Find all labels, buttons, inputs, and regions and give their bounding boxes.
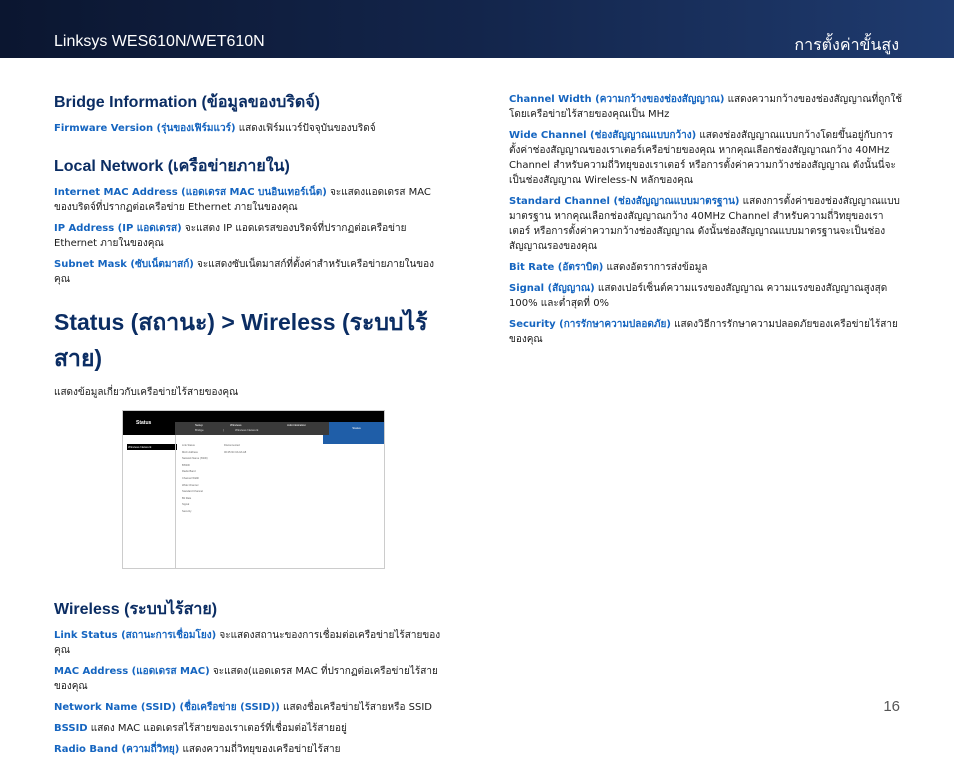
screenshot-subtab-bridge: Bridge [195, 428, 204, 432]
definition-term: Channel Width (ความกว้างของช่องสัญญาณ) [509, 94, 725, 105]
definition-entry [509, 92, 904, 122]
wireless-detail-list [509, 92, 904, 347]
screenshot-subtab-wireless-network: Wireless Network [235, 428, 259, 432]
screenshot-row-label: MAC Address [182, 450, 198, 454]
definition-text: แสดงการตั้งค่าของช่องสัญญาณแบบมาตรฐาน หากคุณเลือกช่องสัญญาณกว้าง 40MHz Channel สำหรับความถี่วิทยุของเราเตอร์ หรือการตั้งค่าความกว้างช่องสัญญาณ ดังนั้นช่องสัญญาณแบบมาตรฐานจะเป็นช่องสัญญาณรองของคุณ [509, 196, 900, 252]
definition-text: จะแสดงสถานะของการเชื่อมต่อเครือข่ายไร้สายของคุณ [54, 630, 441, 656]
screenshot-tab-status: Status [329, 422, 384, 435]
definition-entry [54, 257, 446, 287]
definition-text: แสดงวิธีการรักษาความปลอดภัยของเครือข่ายไร้สายของคุณ [509, 319, 898, 345]
definition-entry [54, 121, 446, 136]
screenshot-subtab-sep: | [223, 428, 224, 432]
definition-entry [509, 128, 904, 188]
definition-term: Network Name (SSID) (ชื่อเครือข่าย (SSID)) [54, 702, 280, 713]
product-name: Linksys WES610N/WET610N [54, 33, 265, 50]
status-intro: แสดงข้อมูลเกี่ยวกับเครือข่ายไร้สายของคุณ [54, 387, 239, 398]
screenshot-logo: Status [136, 420, 152, 426]
screenshot-sidebar-label: Wireless Network [127, 444, 177, 450]
screenshot-right-bar [323, 435, 384, 444]
screenshot-row-label: BSSID [182, 463, 190, 467]
page-header [0, 0, 954, 58]
definition-entry [54, 742, 446, 757]
page-number: 16 [883, 698, 900, 715]
bridge-info-list [54, 121, 446, 136]
definition-term: Subnet Mask (ซับเน็ตมาสก์) [54, 259, 194, 270]
screenshot-row-label: Link Status [182, 444, 195, 447]
definition-text: จะแสดงแอดเดรส MAC ของบริดจ์ที่ปรากฏต่อเครือข่าย Ethernet ภายในของคุณ [54, 187, 431, 213]
screenshot-right-panel [323, 435, 384, 568]
definition-text: จะแสดงซับเน็ตมาสก์ที่ตั้งค่าสำหรับเครือข่ายภายในของคุณ [54, 259, 435, 285]
screenshot-row-label: Wide Channel [182, 483, 199, 487]
definition-text: แสดงอัตราการส่งข้อมูล [603, 262, 708, 273]
definition-text: แสดงความกว้างของช่องสัญญาณที่ถูกใช้โดยเครือข่ายไร้สายของคุณเป็น MHz [509, 94, 902, 120]
definition-term: Link Status (สถานะการเชื่อมโยง) [54, 630, 217, 641]
definition-entry [54, 700, 446, 715]
screenshot-row-label: Radio Band [182, 470, 196, 474]
screenshot-row-label: Network Name (SSID) [182, 457, 208, 461]
definition-term: Standard Channel (ช่องสัญญาณแบบมาตรฐาน) [509, 196, 740, 207]
screenshot-tab-setup: Setup [195, 423, 203, 427]
section-name: การตั้งค่าขั้นสูง [794, 35, 899, 54]
local-network-list [54, 185, 446, 287]
screenshot-sidebar [123, 435, 175, 568]
definition-text: แสดงชื่อเครือข่ายไร้สายหรือ SSID [279, 702, 433, 713]
definition-term: Internet MAC Address (แอดเดรส MAC บนอินเทอร์เน็ต) [54, 187, 327, 198]
local-network-heading: Local Network (เครือข่ายภายใน) [54, 158, 290, 175]
definition-text: จะแสดง(แอดเดรส MAC ที่ปรากฏต่อเครือข่ายไร้สายของคุณ [54, 666, 438, 692]
definition-term: IP Address (IP แอดเดรส) [54, 223, 182, 234]
screenshot-row-label: Channel Width [182, 477, 200, 480]
router-status-screenshot [122, 410, 385, 569]
screenshot-tab-administration: Administration [287, 423, 307, 427]
definition-text: แสดงช่องสัญญาณแบบกว้างโดยขึ้นอยู่กับการตั้งค่าช่องสัญญาณของเราเตอร์เครือข่ายของคุณ หากคุณเลือกช่องสัญญาณกว้าง 40MHz Channel สำหรับความถี่วิทยุของเราเตอร์ หรือการตั้งค่าความกว้างช่องสัญญาณ ดังนั้นนี่จะเป็นช่องสัญญาณ Wireless-N หลักของคุณ [509, 130, 896, 186]
screenshot-row-label: Security [182, 510, 192, 513]
definition-term: Security (การรักษาความปลอดภัย) [509, 319, 671, 330]
definition-entry [509, 260, 904, 275]
wireless-heading: Wireless (ระบบไร้สาย) [54, 601, 218, 618]
definition-term: Radio Band (ความถี่วิทยุ) [54, 744, 180, 755]
definition-entry [54, 664, 446, 694]
definition-entry [509, 317, 904, 347]
screenshot-tab-wireless: Wireless [230, 423, 242, 427]
definition-term: Wide Channel (ช่องสัญญาณแบบกว้าง) [509, 130, 697, 141]
definition-term: Signal (สัญญาณ) [509, 283, 595, 294]
screenshot-row-label: Bit Rate [182, 496, 192, 500]
definition-entry [54, 628, 446, 658]
status-wireless-heading: Status (สถานะ) > Wireless (ระบบไร้สาย) [54, 309, 428, 371]
screenshot-row-label: Standard Channel [182, 490, 203, 494]
definition-term: MAC Address (แอดเดรส MAC) [54, 666, 210, 677]
definition-entry [54, 185, 446, 215]
definition-entry [54, 721, 446, 736]
definition-text: แสดง MAC แอดเดรสไร้สายของเราเตอร์ที่เชื่อมต่อไร้สายอยู่ [87, 723, 347, 734]
definition-entry [509, 281, 904, 311]
right-column [509, 92, 904, 353]
bridge-info-heading: Bridge Information (ข้อมูลของบริดจ์) [54, 94, 320, 111]
definition-text: จะแสดง IP แอดเดรสของบริดจ์ที่ปรากฏต่อเครือข่าย Ethernet ภายในของคุณ [54, 223, 407, 249]
left-column [54, 90, 446, 763]
definition-text: แสดงเปอร์เซ็นต์ความแรงของสัญญาณ ความแรงของสัญญาณสูงสุด 100% และต่ำสุดที่ 0% [509, 283, 888, 309]
screenshot-content [175, 435, 324, 568]
screenshot-row-value: 00:25:9C:0A:0A:A8 [224, 450, 247, 454]
screenshot-row-value: Disconnected [224, 444, 240, 447]
definition-term: BSSID [54, 723, 88, 734]
screenshot-row-label: Signal [182, 503, 190, 507]
definition-text: แสดงความถี่วิทยุของเครือข่ายไร้สาย [179, 744, 341, 755]
definition-term: Bit Rate (อัตราบิต) [509, 262, 604, 273]
definition-term: Firmware Version (รุ่นของเฟิร์มแวร์) [54, 123, 236, 134]
definition-text: แสดงเฟิร์มแวร์ปัจจุบันของบริดจ์ [235, 123, 376, 134]
screenshot-tabs [175, 422, 384, 435]
definition-entry [54, 221, 446, 251]
definition-entry [509, 194, 904, 254]
